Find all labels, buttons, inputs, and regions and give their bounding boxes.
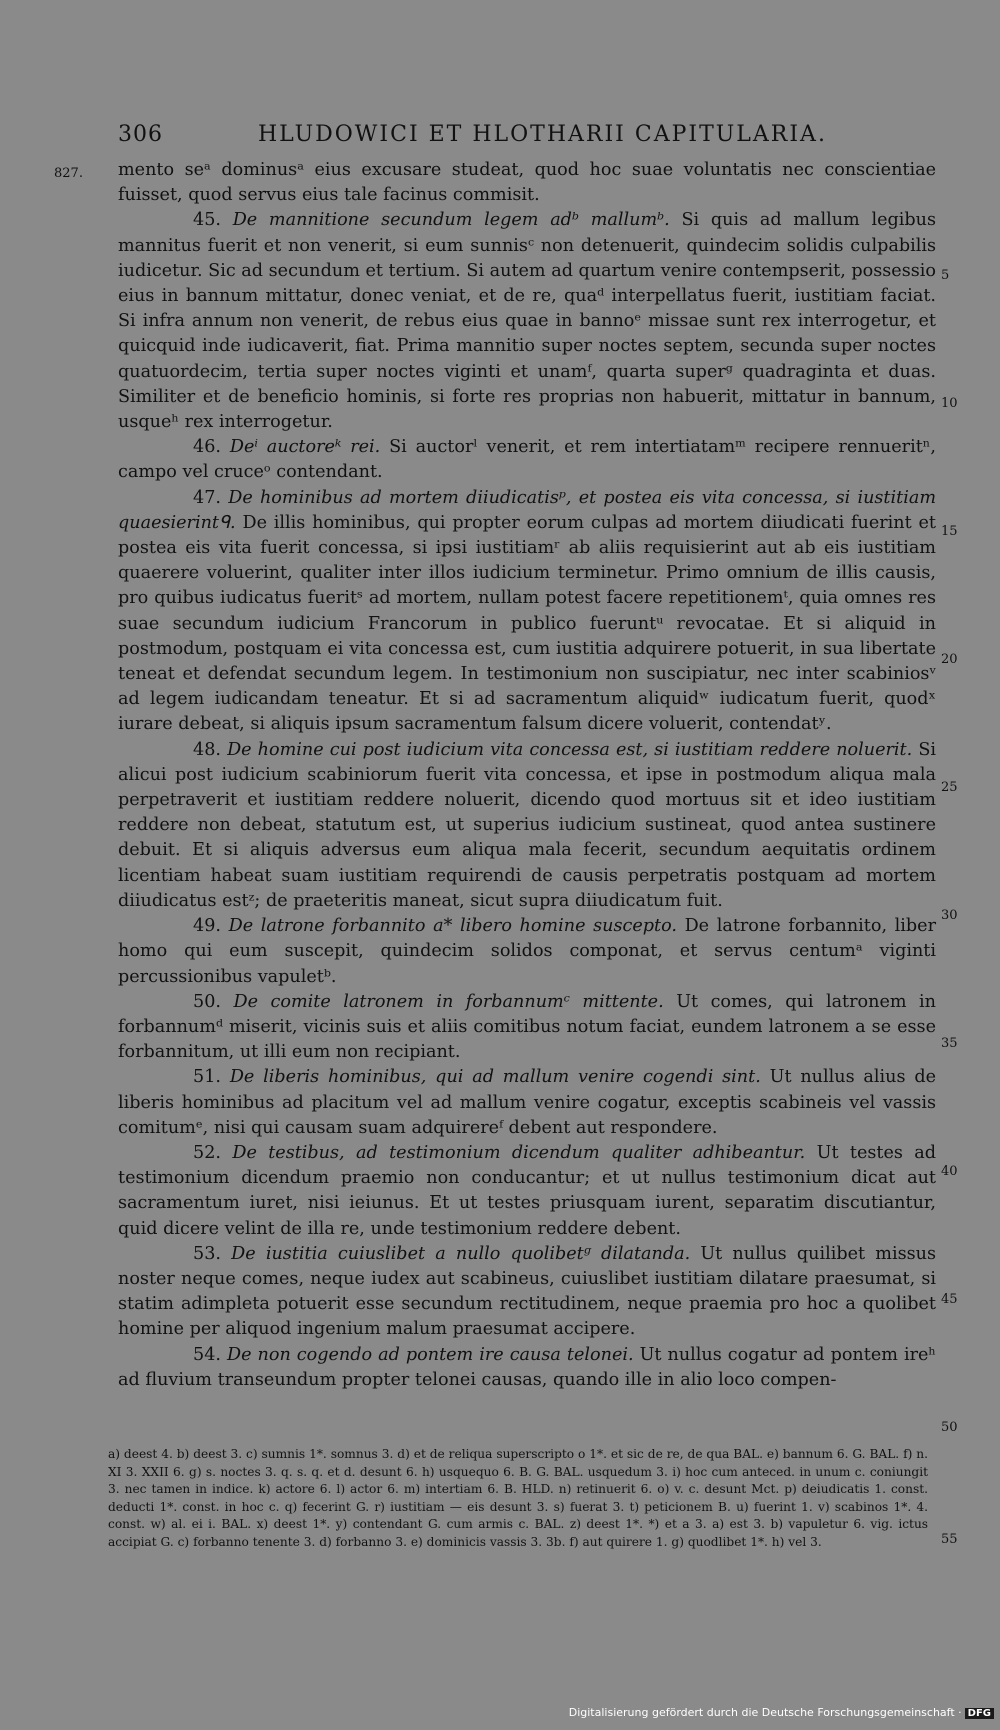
footnote: f) aut quirere 1. <box>569 1534 668 1549</box>
line-number: 20 <box>941 652 958 667</box>
section-52 <box>118 1141 936 1242</box>
paragraph-text: mento seᵃ dominusᵃ eius excusare studeat, quod hoc suae voluntatis nec conscientiae fuisset, quod servus eius tale facinus commisit. <box>118 160 936 206</box>
footnote: m) intertiam 6. B. HLD. <box>403 1482 554 1497</box>
footnote: a) deest 4. <box>108 1447 173 1461</box>
line-number: 10 <box>941 396 958 411</box>
footnote: *) et a 3. <box>648 1517 707 1532</box>
section-number: 54. <box>193 1344 221 1365</box>
footnote: t) peticionem B. <box>629 1499 731 1514</box>
footnote: d) forbanno 3. <box>319 1534 407 1549</box>
year-marker: 827. <box>54 166 83 181</box>
section-title: De latrone forbannito a* libero homine suscepto. <box>228 916 677 937</box>
section-title: De comite latronem in forbannumᶜ mittente. <box>233 991 664 1012</box>
line-number: 45 <box>941 1292 958 1307</box>
footnote: z) deest 1*. <box>569 1517 643 1532</box>
section-number: 51. <box>193 1067 221 1088</box>
section-text: Ut nullus cogatur ad pontem ireʰ ad fluvium transeundum propter telonei causas, quando ille in alio loco compen- <box>118 1344 937 1390</box>
section-text: Ut nullus quilibet missus noster neque comes, neque iudex aut scabineus, cuiuslibet iustitiam dilatare praesumat, si statim adimpleta potuerit esse secundum rectitudinem, neque praemia pro hoc a quolibet homine per aliquod ingenium malum praesumat accipere. <box>118 1243 936 1340</box>
section-50 <box>118 990 936 1066</box>
footnote: h) vel 3. <box>771 1534 822 1549</box>
footnote: f) n. XI 3. XXII 6. <box>108 1447 928 1479</box>
footnote: x) deest 1*. <box>256 1517 331 1532</box>
section-48 <box>118 738 936 914</box>
footnote: u) fuerint 1. <box>736 1499 813 1514</box>
footnote: e) bannum 6. G. BAL. <box>766 1447 900 1461</box>
footnote: w) al. ei i. BAL. <box>150 1517 252 1532</box>
line-number: 55 <box>941 1532 958 1547</box>
section-text: Si alicui post iudicium scabiniorum fuerit vita concessa, et ipse in postmodum aliqua mala perpetraverit et iustitiam reddere noluerit, dicendo quod mortuus sit et ideo iustitiam reddere non debeat, statutum est, ut superius iudicium sustineat, quod antea sustinere debuit. Et si aliquis adversus eum aliqua mala fecerit, secundum aequitatis ordinem licentiam habeat suam iustitiam requirendi de causis perpetratis postquam ad mortem diiudicatus estᶻ; de praeteritis maneat, sicut supra diiudicatum fuit. <box>118 739 937 911</box>
digitization-credit <box>500 1706 994 1719</box>
section-number: 49. <box>193 916 221 937</box>
footnote: d) et de reliqua superscripto o 1*. et sic de re, de qua BAL. <box>397 1447 763 1461</box>
section-text: Ut testes ad testimonium dicendum praemio non conducantur; et ut nullus testimonium dicat aut sacramentum iuret, nisi ieiunus. Et ut testes priusquam iurent, separatim discutiantur, quid dicere velint de illa re, unde testimonium reddere debent. <box>118 1142 937 1239</box>
footnote: a) est 3. <box>712 1517 765 1532</box>
section-49 <box>118 914 936 990</box>
footnote: b) deest 3. <box>176 1447 243 1461</box>
section-47 <box>118 486 936 738</box>
footnote: h) usquequo 6. B. G. BAL. usquedum 3. <box>421 1464 668 1479</box>
footnote: c) forbanno tenente 3. <box>177 1534 316 1549</box>
line-number: 15 <box>941 524 958 539</box>
section-text: Si quis ad mallum legibus mannitus fuerit et non venerit, si eum sunnisᶜ non detenuerit, quindecim solidis culpabilis iudicetur. Sic ad secundum et tertium. Si autem ad quartum venire contempserit, possessio eius in bannum mittatur, donec veniat, et de re, quaᵈ interpellatus fuerit, iustitiam faciat. Si infra annum non venerit, de rebus eius quae in bannoᵉ missae sunt rex interrogetur, et quicquid inde iudicaverit, fiat. Prima mannitio super noctes septem, secunda super noctes quatuordecim, tertia super noctes viginti et unamᶠ, quarta superᵍ quadraginta et duas. Similiter et de beneficio hominis, si forte res proprias non habuerit, mittatur in bannum, usqueʰ rex interrogetur. <box>118 210 937 433</box>
section-title: De hominibus ad mortem diiudicatisᵖ, et postea eis vita concessa, si iustitiam quaesierintᑫ. <box>118 487 937 533</box>
line-number: 30 <box>941 908 958 923</box>
section-45 <box>118 208 936 435</box>
section-title: De homine cui post iudicium vita concessa est, si iustitiam reddere noluerit. <box>227 739 913 760</box>
paragraph-continuation <box>118 158 936 208</box>
footnote: i) hoc cum anteced. in unum c. coniungit 3. nec tamen in indice. <box>108 1464 929 1497</box>
section-text: Ut nullus alius de liberis hominibus ad placitum vel ad mallum venire cogatur, exceptis scabineis vel vassis comitumᵉ, nisi qui causam suam adquirereᶠ debent aut respondere. <box>118 1067 937 1138</box>
section-number: 46. <box>193 437 221 458</box>
footnote: n) retinuerit 6. <box>558 1482 653 1497</box>
line-number: 40 <box>941 1164 958 1179</box>
footnote: b) vapuletur 6. vig. ictus accipiat G. <box>108 1517 929 1549</box>
footnote: e) dominicis vassis 3. 3b. <box>410 1534 566 1549</box>
section-title: De mannitione secundum legem adᵇ mallumᵇ. <box>232 210 670 231</box>
footnote: s) fuerat 3. <box>553 1499 625 1514</box>
footnote: g) s. noctes 3. q. s. q. et d. desunt 6. <box>189 1464 418 1479</box>
footnote: p) deiudicatis 1. const. deducti 1*. const. in hoc c. <box>108 1482 929 1514</box>
line-number: 50 <box>941 1420 958 1435</box>
section-54 <box>118 1343 936 1393</box>
section-number: 45. <box>193 210 221 231</box>
footnote: y) contendant G. cum armis c. BAL. <box>335 1517 565 1532</box>
section-title: De testibus, ad testimonium dicendum qualiter adhibeantur. <box>232 1142 806 1163</box>
footnote: q) fecerint G. <box>284 1499 370 1514</box>
section-number: 53. <box>193 1243 221 1264</box>
section-number: 48. <box>193 739 221 760</box>
credit-text: Digitalisierung gefördert durch die Deutsche Forschungsgemeinschaft · <box>568 1706 962 1719</box>
dfg-logo: DFG <box>965 1708 994 1719</box>
footnote: l) actor 6. <box>336 1482 399 1497</box>
section-title: De non cogendo ad pontem ire causa telonei. <box>227 1344 634 1365</box>
section-title: De iustitia cuiuslibet a nullo quolibetᵍ dilatanda. <box>231 1243 691 1264</box>
footnote: k) actore 6. <box>258 1482 332 1497</box>
main-text <box>118 158 936 1393</box>
footnote: v) scabinos 1*. 4. const. <box>108 1499 929 1532</box>
page-number: 306 <box>118 122 163 147</box>
line-number-margin <box>941 0 981 1730</box>
section-53 <box>118 1242 936 1343</box>
section-number: 47. <box>193 487 221 508</box>
footnote: r) iustitiam — eis desunt 3. <box>374 1499 549 1514</box>
line-number: 25 <box>941 780 958 795</box>
section-51 <box>118 1065 936 1141</box>
footnotes <box>108 1446 928 1552</box>
section-number: 50. <box>193 991 221 1012</box>
line-number: 5 <box>941 268 950 283</box>
footnote: o) v. c. desunt Mct. <box>657 1482 780 1497</box>
section-text: Ut comes, qui latronem in forbannumᵈ miserit, vicinis suis et aliis comitibus notum faciat, eundem latronem a se esse forbannitum, ut illi eum non recipiant. <box>118 991 937 1063</box>
page-title: HLUDOWICI ET HLOTHARII CAPITULARIA. <box>258 122 827 147</box>
footnote: g) quodlibet 1*. <box>671 1534 768 1549</box>
section-46 <box>118 435 936 485</box>
section-text: De latrone forbannito, liber homo qui eum suscepit, quindecim solidos componat, et servus centumᵃ viginti percussionibus vapuletᵇ. <box>118 916 936 987</box>
line-number: 35 <box>941 1036 958 1051</box>
section-text: De illis hominibus, qui propter eorum culpas ad mortem diiudicati fuerint et postea eis vita fuerit concessa, si ipsi iustitiamʳ ab aliis requisierint aut ab eis iustitiam quaerere voluerint, qualiter inter illos iudicium terminetur. Primo omnium de illis causis, pro quibus iudicatus fueritˢ ad mortem, nullam potest facere repetitionemᵗ, quia omnes res suae secundum iudicium Francorum in publico fueruntᵘ revocatae. Et si aliquid in postmodum, postquam ei vita concessa est, cum iustitia adquirere potuerit, in sua libertate teneat et defendat secundum legem. In testimonium non suscipiatur, nec inter scabiniosᵛ ad legem iudicandam teneatur. Et si ad sacramentum aliquidʷ iudicatum fuerit, quodˣ iurare debeat, si aliquis ipsum sacramentum falsum dicere voluerit, contendatʸ. <box>118 512 936 735</box>
section-text: Si auctorˡ venerit, et rem intertiatamᵐ recipere rennueritⁿ, campo vel cruceᵒ contendant. <box>118 437 936 483</box>
footnote: c) sumnis 1*. somnus 3. <box>246 1447 394 1461</box>
section-number: 52. <box>193 1142 221 1163</box>
section-title: De liberis hominibus, qui ad mallum venire cogendi sint. <box>229 1067 761 1088</box>
section-title: Deⁱ auctoreᵏ rei. <box>229 437 381 458</box>
